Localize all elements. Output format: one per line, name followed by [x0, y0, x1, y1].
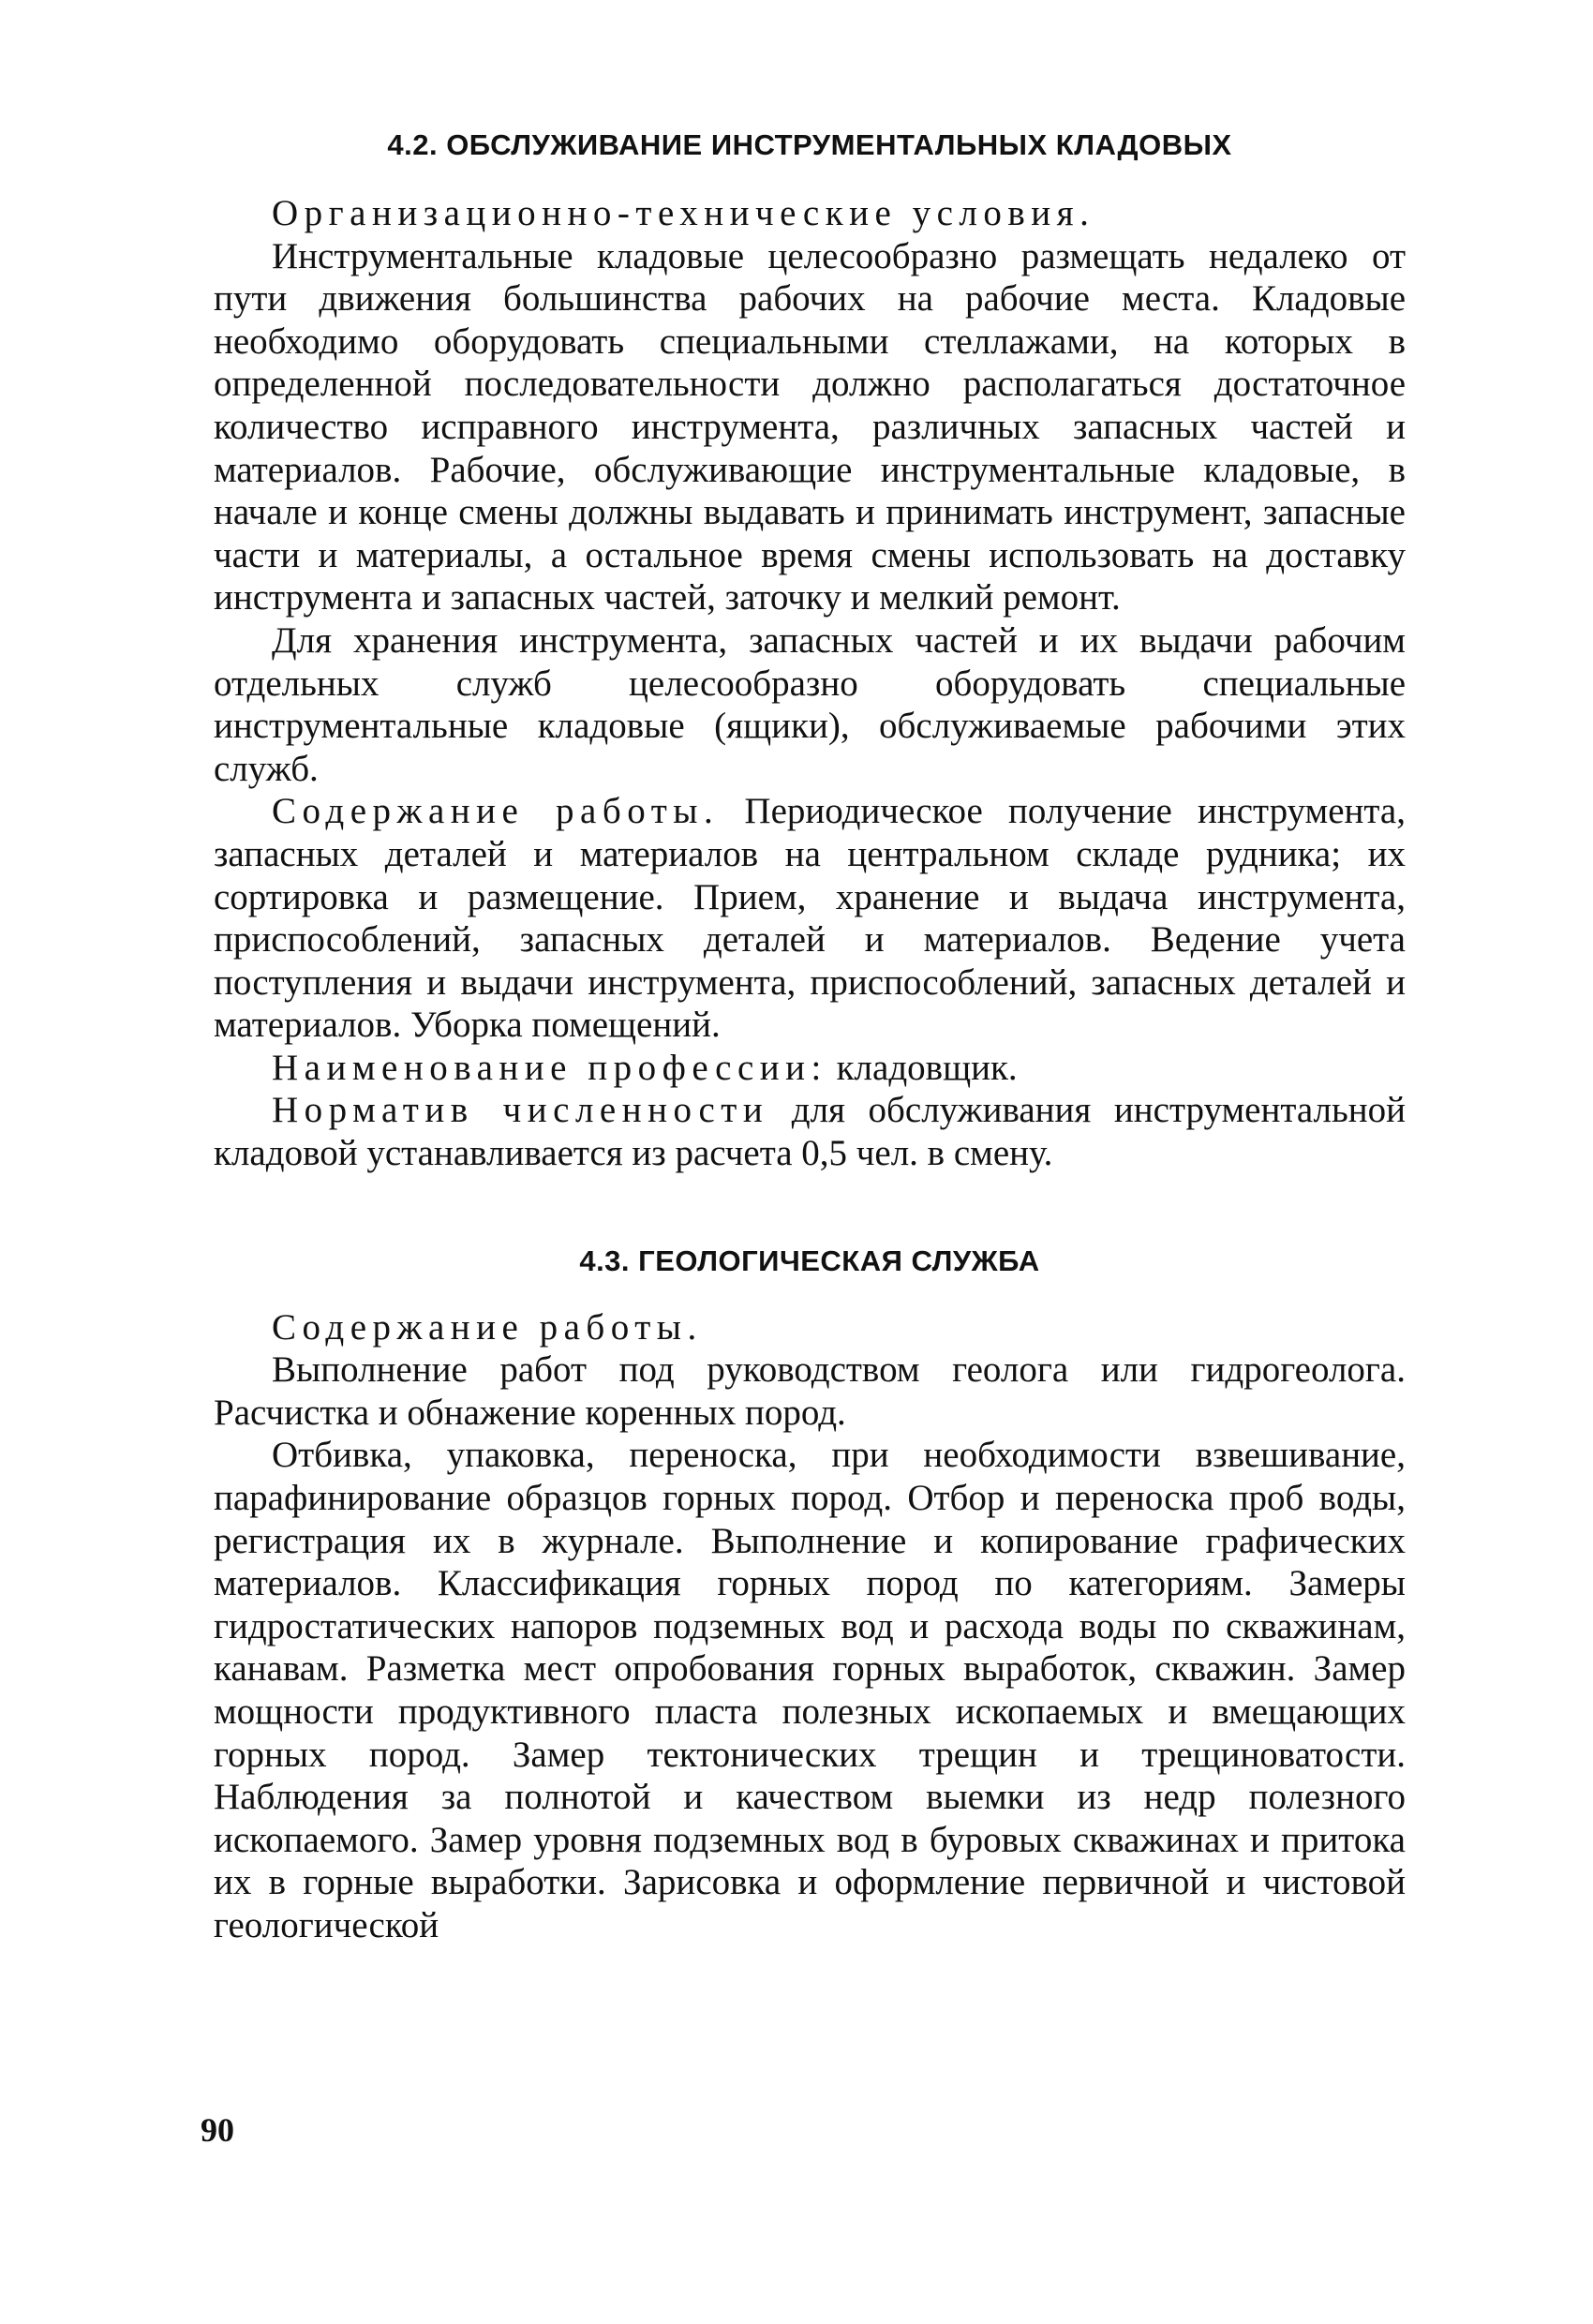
- paragraph-text: Выполнение работ под руководством геолога или гидрогеолога. Расчистка и обнажение коренных пород.: [214, 1349, 1406, 1433]
- spaced-lead: Наименование профессии:: [272, 1047, 827, 1088]
- paragraph: [214, 1306, 1406, 1349]
- paragraph: [214, 1047, 1406, 1090]
- spaced-lead: Норматив численности: [272, 1090, 769, 1131]
- section-geological-service: [214, 1243, 1406, 1947]
- spaced-lead: Организационно-технические условия.: [272, 193, 1095, 233]
- paragraph-text: Отбивка, упаковка, переноска, при необходимости взвешивание, парафинирование образцов горных пород. Отбор и переноска проб воды, регистрация их в журнале. Выполнение и копирование графических материалов. Классификация горных пород по категориям. Замеры гидростатических напоров подземных вод и расхода воды по скважинам, канавам. Разметка мест опробования горных выработок, скважин. Замер мощности продуктивного пласта полезных ископаемых и вмещающих горных пород. Замер тектонических трещин и трещиноватости. Наблюдения за полнотой и качеством выемки из недр полезного ископаемого. Замер уровня подземных вод в буровых скважинах и притока их в горные выработки. Зарисовка и оформление первичной и чистовой геологической: [214, 1435, 1406, 1945]
- paragraph-text: Инструментальные кладовые целесообразно размещать недалеко от пути движения большинства рабочих на рабочие места. Кладовые необходимо оборудовать специальными стеллажами, на которых в определенной последовательности должно располагаться достаточное количество исправного инструмента, различных запасных частей и материалов. Рабочие, обслуживающие инструментальные кладовые, в начале и конце смены должны выдавать и принимать инструмент, запасные части и материалы, а остальное время смены использовать на доставку инструмента и запасных частей, заточку и мелкий ремонт.: [214, 235, 1406, 618]
- page-number: 90: [201, 2111, 234, 2149]
- paragraph: [214, 235, 1406, 619]
- paragraph: [214, 192, 1406, 235]
- section-heading: 4.3. ГЕОЛОГИЧЕСКАЯ СЛУЖБА: [579, 1244, 1040, 1277]
- spaced-lead: Содержание работы.: [272, 791, 720, 832]
- paragraph: [214, 1089, 1406, 1174]
- paragraph: [214, 1348, 1406, 1434]
- paragraph: [214, 1434, 1406, 1946]
- paragraph-text: кладовщик.: [826, 1047, 1018, 1088]
- document-page: [214, 127, 1406, 1947]
- section-tool-storerooms: [214, 127, 1406, 1175]
- section-heading: 4.2. ОБСЛУЖИВАНИЕ ИНСТРУМЕНТАЛЬНЫХ КЛАДОВЫХ: [387, 128, 1232, 161]
- paragraph: [214, 790, 1406, 1047]
- paragraph-text: для обслуживания инструментальной кладовой устанавливается из расчета 0,5 чел. в смену.: [214, 1090, 1406, 1174]
- spaced-lead: Содержание работы.: [272, 1306, 703, 1348]
- paragraph-text: Для хранения инструмента, запасных частей и их выдачи рабочим отдельных служб целесообразно оборудовать специальные инструментальные кладовые (ящики), обслуживаемые рабочими этих служб.: [214, 619, 1406, 789]
- paragraph: [214, 619, 1406, 790]
- paragraph-text: Периодическое получение инструмента, запасных деталей и материалов на центральном складе рудника; их сортировка и размещение. Прием, хранение и выдача инструмента, приспособлений, запасных деталей и материалов. Ведение учета поступления и выдачи инструмента, приспособлений, запасных деталей и материалов. Уборка помещений.: [214, 791, 1406, 1046]
